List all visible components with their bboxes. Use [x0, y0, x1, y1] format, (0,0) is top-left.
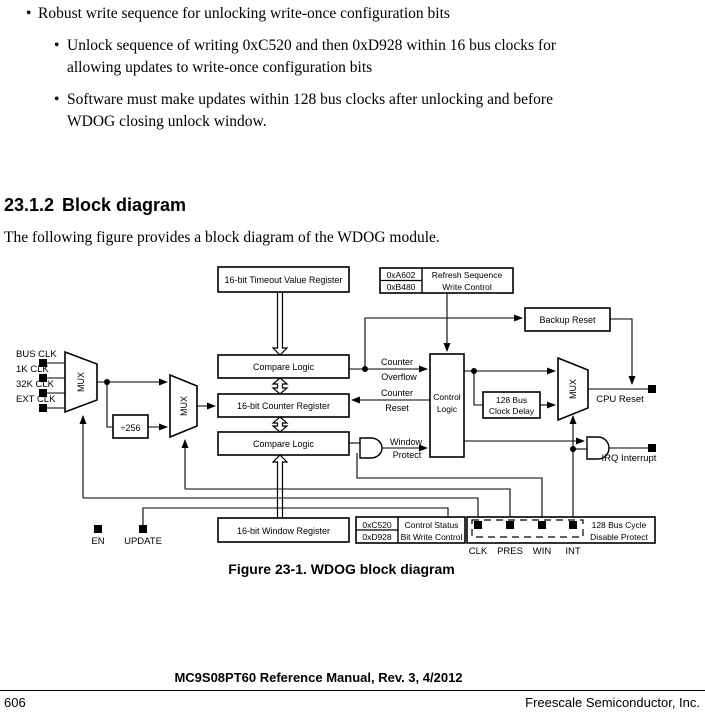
refresh-addr2: 0xB480: [386, 282, 416, 292]
status-addr1: 0xC520: [362, 520, 392, 530]
cpu-reset-pin: [648, 385, 656, 393]
en-label: EN: [91, 536, 105, 547]
footer-company: Freescale Semiconductor, Inc.: [525, 695, 700, 710]
prescaler-mux: [170, 375, 197, 437]
bullet-text-robust-write: Robust write sequence for unlocking write-once configuration bits: [38, 5, 450, 22]
counter-reset-label-line1: Counter: [380, 388, 414, 398]
counter-reset-label-line2: Reset: [385, 403, 409, 413]
sub-bullet-unlock-line2: allowing updates to write-once configuration bits: [67, 59, 373, 76]
ext-clk-pin: [39, 404, 47, 412]
refresh-label-line1: Refresh Sequence: [431, 270, 503, 280]
en-pin: [94, 525, 102, 533]
bullet-marker: •: [54, 91, 60, 108]
divide-by-256-box: [113, 415, 148, 438]
clk-label: CLK: [468, 546, 488, 557]
backup-reset-label: Backup Reset: [539, 315, 596, 325]
status-addr2: 0xD928: [362, 532, 392, 542]
window-register-label: 16-bit Window Register: [236, 526, 331, 536]
clock-source-mux-label: MUX: [76, 372, 86, 392]
counter-register-box: [218, 394, 349, 417]
compare-logic-top-label: Compare Logic: [252, 362, 315, 372]
compare-logic-top-box: [218, 355, 349, 378]
refresh-addr1: 0xA602: [386, 270, 416, 280]
bus-clock-delay-label-line1: 128 Bus: [495, 395, 528, 405]
bullet-marker: •: [54, 37, 60, 54]
irq-pin: [648, 444, 656, 452]
timeout-register-box: [218, 267, 349, 292]
footer-rule: [0, 690, 705, 691]
disable-protect-label-line1: 128 Bus Cycle: [591, 520, 647, 530]
ext-clk-label: EXT CLK: [16, 394, 56, 405]
window-protect-label-line1: Window: [389, 437, 423, 447]
compare-logic-bottom-box: [218, 432, 349, 455]
figure-caption: Figure 23-1. WDOG block diagram: [228, 561, 455, 577]
counter-overflow-label-line1: Counter: [380, 357, 414, 367]
control-logic-label-line2: Logic: [436, 404, 458, 414]
32k-clk-label: 32K CLK: [16, 379, 55, 390]
compare-logic-bottom-label: Compare Logic: [252, 439, 315, 449]
pres-bit-pin: [506, 521, 514, 529]
int-label: INT: [565, 546, 581, 557]
counter-overflow-label-line2: Overflow: [381, 372, 417, 382]
clock-source-mux: [65, 352, 97, 412]
reset-mux-label: MUX: [568, 379, 578, 399]
reset-mux: [558, 358, 588, 420]
update-pin: [139, 525, 147, 533]
1k-clk-label: 1K CLK: [16, 364, 49, 375]
sub-bullet-software-line2: WDOG closing unlock window.: [67, 113, 267, 130]
disable-protect-box: [467, 517, 655, 543]
counter-register-label: 16-bit Counter Register: [236, 401, 331, 411]
footer-manual-title: MC9S08PT60 Reference Manual, Rev. 3, 4/2012: [174, 670, 463, 685]
control-status-write-box: [356, 517, 465, 543]
update-label: UPDATE: [124, 536, 162, 547]
cpu-reset-label: CPU Reset: [596, 394, 644, 405]
refresh-write-control-box: [380, 268, 513, 293]
bus-clk-label: BUS CLK: [16, 349, 57, 360]
sub-bullet-unlock-line1: Unlock sequence of writing 0xC520 and then 0xD928 within 16 bus clocks for: [67, 37, 557, 54]
timeout-register-label: 16-bit Timeout Value Register: [224, 275, 343, 285]
status-label-line2: Bit Write Control: [400, 532, 463, 542]
section-title: Block diagram: [62, 195, 187, 215]
int-bit-pin: [569, 521, 577, 529]
win-label: WIN: [532, 546, 552, 557]
disable-protect-label-line2: Disable Protect: [590, 532, 648, 542]
bus-clock-delay-box: [483, 392, 540, 418]
refresh-label-line2: Write Control: [442, 282, 492, 292]
pres-label: PRES: [497, 546, 523, 557]
divide-by-256-label: ÷256: [120, 423, 141, 433]
control-logic-label-line1: Control: [433, 392, 461, 402]
win-bit-pin: [538, 521, 546, 529]
backup-reset-box: [525, 308, 610, 331]
prescaler-mux-label: MUX: [179, 396, 189, 416]
bullet-marker: •: [26, 5, 32, 22]
control-logic-box: [430, 354, 464, 457]
bus-clock-delay-label-line2: Clock Delay: [488, 406, 535, 416]
footer-page-number: 606: [4, 695, 26, 710]
clk-bit-pin: [474, 521, 482, 529]
intro-paragraph: The following figure provides a block diagram of the WDOG module.: [4, 229, 440, 246]
window-protect-and-gate: [360, 438, 382, 458]
window-register-box: [218, 518, 349, 542]
irq-interrupt-label: IRQ Interrupt: [601, 453, 657, 464]
section-number: 23.1.2: [4, 195, 55, 215]
status-label-line1: Control Status: [404, 520, 459, 530]
sub-bullet-software-line1: Software must make updates within 128 bus clocks after unlocking and before: [67, 91, 553, 108]
window-protect-label-line2: Protect: [392, 450, 422, 460]
